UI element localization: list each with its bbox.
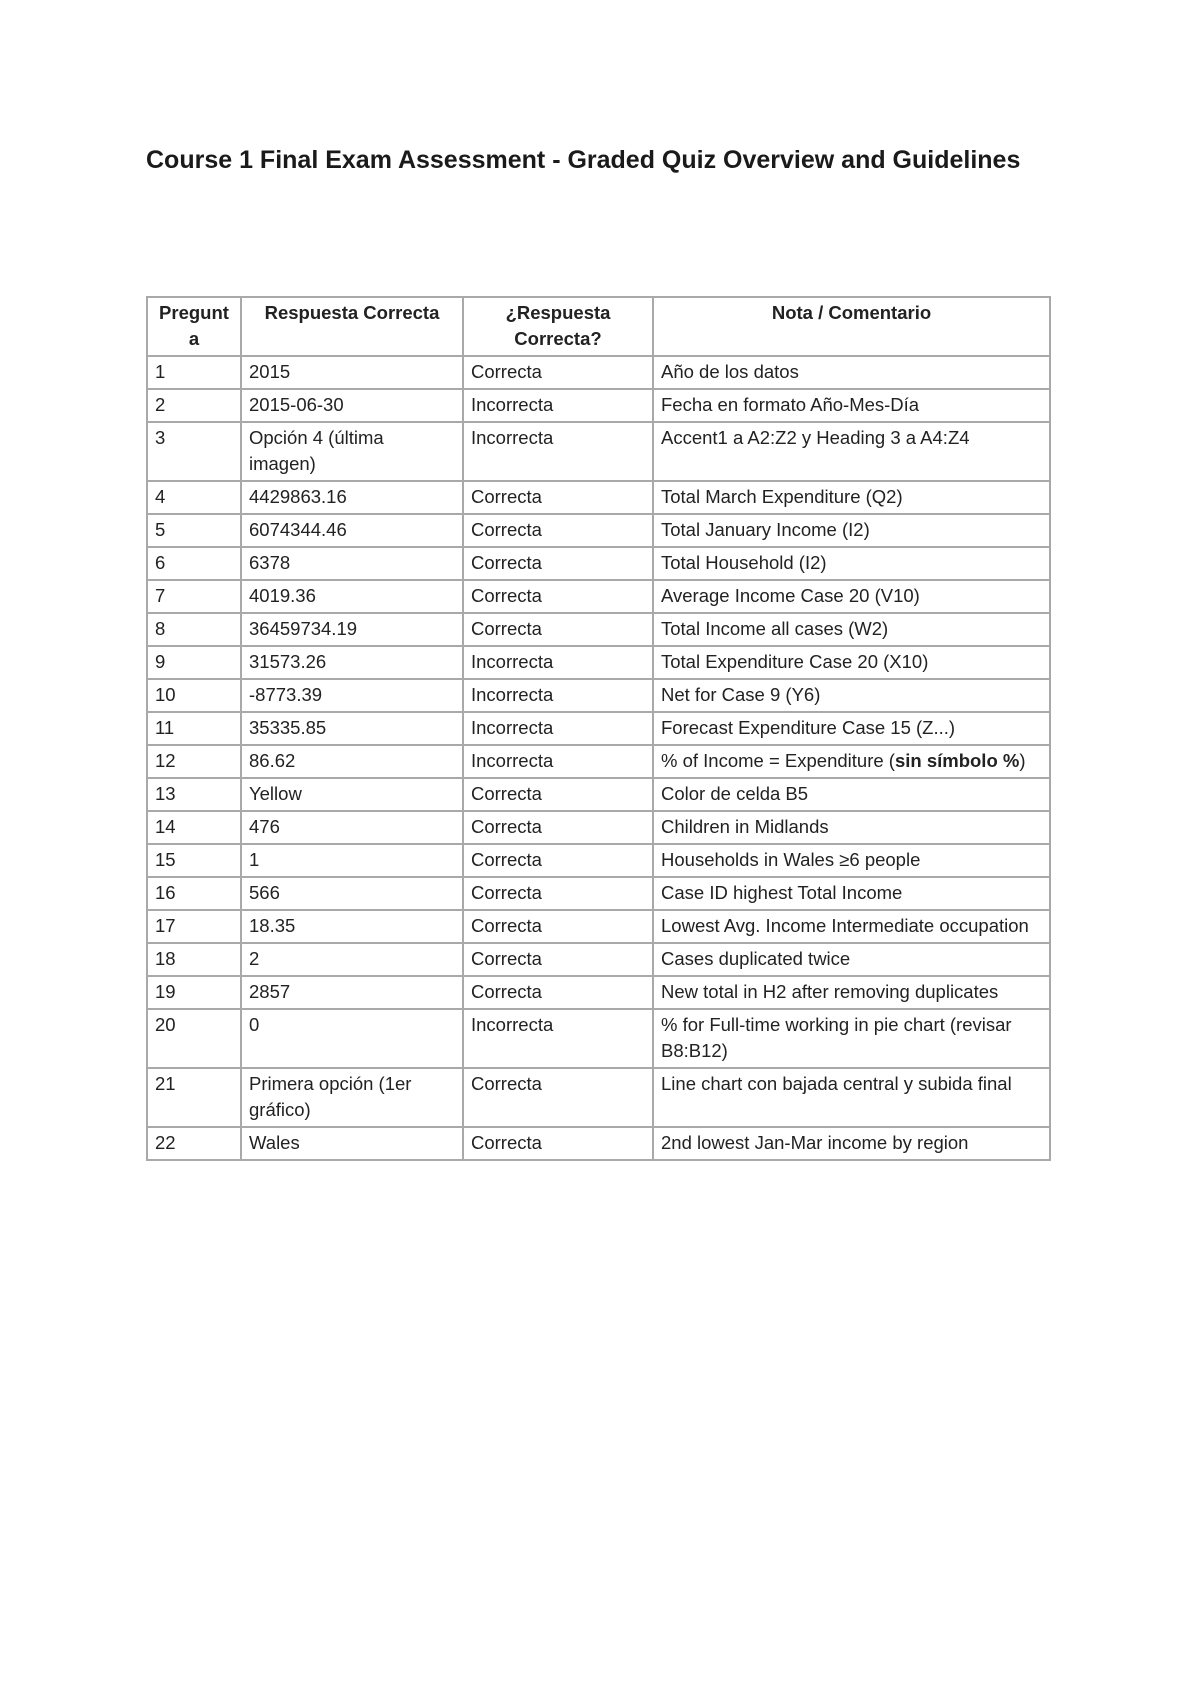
note-bold-text: sin símbolo % bbox=[894, 750, 1020, 771]
cell-answer: Opción 4 (última imagen) bbox=[241, 422, 463, 481]
cell-note bbox=[653, 844, 1050, 877]
cell-note bbox=[653, 580, 1050, 613]
cell-question: 15 bbox=[147, 844, 241, 877]
cell-question: 17 bbox=[147, 910, 241, 943]
cell-correct: Incorrecta bbox=[463, 646, 653, 679]
cell-answer: 6074344.46 bbox=[241, 514, 463, 547]
note-text: Children in Midlands bbox=[661, 816, 829, 837]
table-row bbox=[147, 712, 1050, 745]
cell-correct: Correcta bbox=[463, 580, 653, 613]
note-text: % of Income = Expenditure ( bbox=[661, 750, 895, 771]
cell-correct: Incorrecta bbox=[463, 1009, 653, 1068]
cell-note bbox=[653, 356, 1050, 389]
table-row bbox=[147, 514, 1050, 547]
note-text: Lowest Avg. Income Intermediate occupation bbox=[661, 915, 1029, 936]
note-text: New total in H2 after removing duplicates bbox=[661, 981, 999, 1002]
table-row bbox=[147, 943, 1050, 976]
table-row bbox=[147, 580, 1050, 613]
cell-correct: Incorrecta bbox=[463, 422, 653, 481]
cell-answer: 31573.26 bbox=[241, 646, 463, 679]
header-row bbox=[147, 297, 1050, 356]
cell-note bbox=[653, 910, 1050, 943]
table-row bbox=[147, 356, 1050, 389]
cell-answer: 86.62 bbox=[241, 745, 463, 778]
table-row bbox=[147, 422, 1050, 481]
table-row bbox=[147, 811, 1050, 844]
cell-question: 16 bbox=[147, 877, 241, 910]
cell-answer: -8773.39 bbox=[241, 679, 463, 712]
cell-question: 7 bbox=[147, 580, 241, 613]
table-row bbox=[147, 778, 1050, 811]
cell-question: 9 bbox=[147, 646, 241, 679]
note-text: Total March Expenditure (Q2) bbox=[661, 486, 903, 507]
table-row bbox=[147, 613, 1050, 646]
cell-answer: 6378 bbox=[241, 547, 463, 580]
cell-question: 6 bbox=[147, 547, 241, 580]
cell-correct: Correcta bbox=[463, 976, 653, 1009]
cell-answer: 2015-06-30 bbox=[241, 389, 463, 422]
table-row bbox=[147, 1068, 1050, 1127]
cell-answer: Yellow bbox=[241, 778, 463, 811]
cell-question: 13 bbox=[147, 778, 241, 811]
cell-correct: Correcta bbox=[463, 811, 653, 844]
page-title: Course 1 Final Exam Assessment - Graded Quiz Overview and Guidelines bbox=[146, 146, 1021, 174]
table-row bbox=[147, 481, 1050, 514]
table-row bbox=[147, 389, 1050, 422]
note-text: Año de los datos bbox=[661, 361, 799, 382]
table-row bbox=[147, 1127, 1050, 1160]
table-row bbox=[147, 844, 1050, 877]
cell-answer: 4019.36 bbox=[241, 580, 463, 613]
cell-answer: 1 bbox=[241, 844, 463, 877]
cell-question: 19 bbox=[147, 976, 241, 1009]
note-text: Accent1 a A2:Z2 y Heading 3 a A4:Z4 bbox=[661, 427, 970, 448]
cell-note bbox=[653, 422, 1050, 481]
cell-note bbox=[653, 646, 1050, 679]
cell-correct: Correcta bbox=[463, 481, 653, 514]
cell-answer: 36459734.19 bbox=[241, 613, 463, 646]
cell-answer: 2015 bbox=[241, 356, 463, 389]
cell-answer: 2 bbox=[241, 943, 463, 976]
cell-correct: Correcta bbox=[463, 778, 653, 811]
note-text: % for Full-time working in pie chart (revisar B8:B12) bbox=[661, 1014, 1012, 1061]
cell-correct: Incorrecta bbox=[463, 745, 653, 778]
answers-table bbox=[146, 296, 1051, 1161]
note-text: 2nd lowest Jan-Mar income by region bbox=[661, 1132, 969, 1153]
cell-answer: 566 bbox=[241, 877, 463, 910]
cell-note bbox=[653, 943, 1050, 976]
cell-correct: Correcta bbox=[463, 877, 653, 910]
cell-note bbox=[653, 1068, 1050, 1127]
header-answer: Respuesta Correcta bbox=[241, 297, 463, 356]
cell-question: 22 bbox=[147, 1127, 241, 1160]
cell-question: 4 bbox=[147, 481, 241, 514]
cell-answer: 4429863.16 bbox=[241, 481, 463, 514]
table-row bbox=[147, 745, 1050, 778]
cell-note bbox=[653, 811, 1050, 844]
note-text: Fecha en formato Año-Mes-Día bbox=[661, 394, 920, 415]
cell-note bbox=[653, 389, 1050, 422]
cell-note bbox=[653, 1009, 1050, 1068]
cell-question: 8 bbox=[147, 613, 241, 646]
table-row bbox=[147, 877, 1050, 910]
cell-question: 14 bbox=[147, 811, 241, 844]
cell-question: 3 bbox=[147, 422, 241, 481]
table-header bbox=[147, 297, 1050, 356]
note-text: Total Household (I2) bbox=[661, 552, 827, 573]
table-row bbox=[147, 976, 1050, 1009]
cell-question: 21 bbox=[147, 1068, 241, 1127]
cell-note bbox=[653, 712, 1050, 745]
cell-answer: Primera opción (1er gráfico) bbox=[241, 1068, 463, 1127]
cell-note bbox=[653, 1127, 1050, 1160]
note-text: Forecast Expenditure Case 15 (Z...) bbox=[661, 717, 956, 738]
note-text: Net for Case 9 (Y6) bbox=[661, 684, 821, 705]
cell-answer: Wales bbox=[241, 1127, 463, 1160]
cell-note bbox=[653, 877, 1050, 910]
note-text: Households in Wales ≥6 people bbox=[661, 849, 921, 870]
cell-correct: Correcta bbox=[463, 514, 653, 547]
note-text: Average Income Case 20 (V10) bbox=[661, 585, 920, 606]
cell-correct: Correcta bbox=[463, 943, 653, 976]
cell-note bbox=[653, 613, 1050, 646]
cell-question: 12 bbox=[147, 745, 241, 778]
note-text: Case ID highest Total Income bbox=[661, 882, 903, 903]
table-row bbox=[147, 547, 1050, 580]
cell-answer: 2857 bbox=[241, 976, 463, 1009]
cell-correct: Incorrecta bbox=[463, 712, 653, 745]
note-text: Line chart con bajada central y subida final bbox=[661, 1073, 1012, 1094]
cell-question: 11 bbox=[147, 712, 241, 745]
table-row bbox=[147, 679, 1050, 712]
table-row bbox=[147, 646, 1050, 679]
cell-answer: 18.35 bbox=[241, 910, 463, 943]
cell-note bbox=[653, 481, 1050, 514]
note-text: Total Expenditure Case 20 (X10) bbox=[661, 651, 929, 672]
cell-note bbox=[653, 976, 1050, 1009]
cell-question: 20 bbox=[147, 1009, 241, 1068]
cell-correct: Correcta bbox=[463, 356, 653, 389]
table-body bbox=[147, 356, 1050, 1160]
cell-question: 18 bbox=[147, 943, 241, 976]
cell-answer: 476 bbox=[241, 811, 463, 844]
header-question: Pregunta bbox=[147, 297, 241, 356]
cell-correct: Correcta bbox=[463, 910, 653, 943]
cell-answer: 0 bbox=[241, 1009, 463, 1068]
cell-correct: Incorrecta bbox=[463, 679, 653, 712]
cell-note bbox=[653, 745, 1050, 778]
cell-correct: Correcta bbox=[463, 1127, 653, 1160]
cell-question: 2 bbox=[147, 389, 241, 422]
cell-question: 5 bbox=[147, 514, 241, 547]
note-text: Color de celda B5 bbox=[661, 783, 809, 804]
note-text: Total Income all cases (W2) bbox=[661, 618, 889, 639]
cell-question: 10 bbox=[147, 679, 241, 712]
cell-note bbox=[653, 679, 1050, 712]
cell-note bbox=[653, 514, 1050, 547]
cell-note bbox=[653, 547, 1050, 580]
note-after-text: ) bbox=[1019, 750, 1026, 771]
table-row bbox=[147, 1009, 1050, 1068]
cell-correct: Correcta bbox=[463, 1068, 653, 1127]
cell-answer: 35335.85 bbox=[241, 712, 463, 745]
table-row bbox=[147, 910, 1050, 943]
header-note: Nota / Comentario bbox=[653, 297, 1050, 356]
cell-correct: Correcta bbox=[463, 613, 653, 646]
note-text: Total January Income (I2) bbox=[661, 519, 870, 540]
cell-correct: Correcta bbox=[463, 547, 653, 580]
cell-note bbox=[653, 778, 1050, 811]
header-correct: ¿Respuesta Correcta? bbox=[463, 297, 653, 356]
cell-correct: Incorrecta bbox=[463, 389, 653, 422]
cell-correct: Correcta bbox=[463, 844, 653, 877]
note-text: Cases duplicated twice bbox=[661, 948, 851, 969]
cell-question: 1 bbox=[147, 356, 241, 389]
